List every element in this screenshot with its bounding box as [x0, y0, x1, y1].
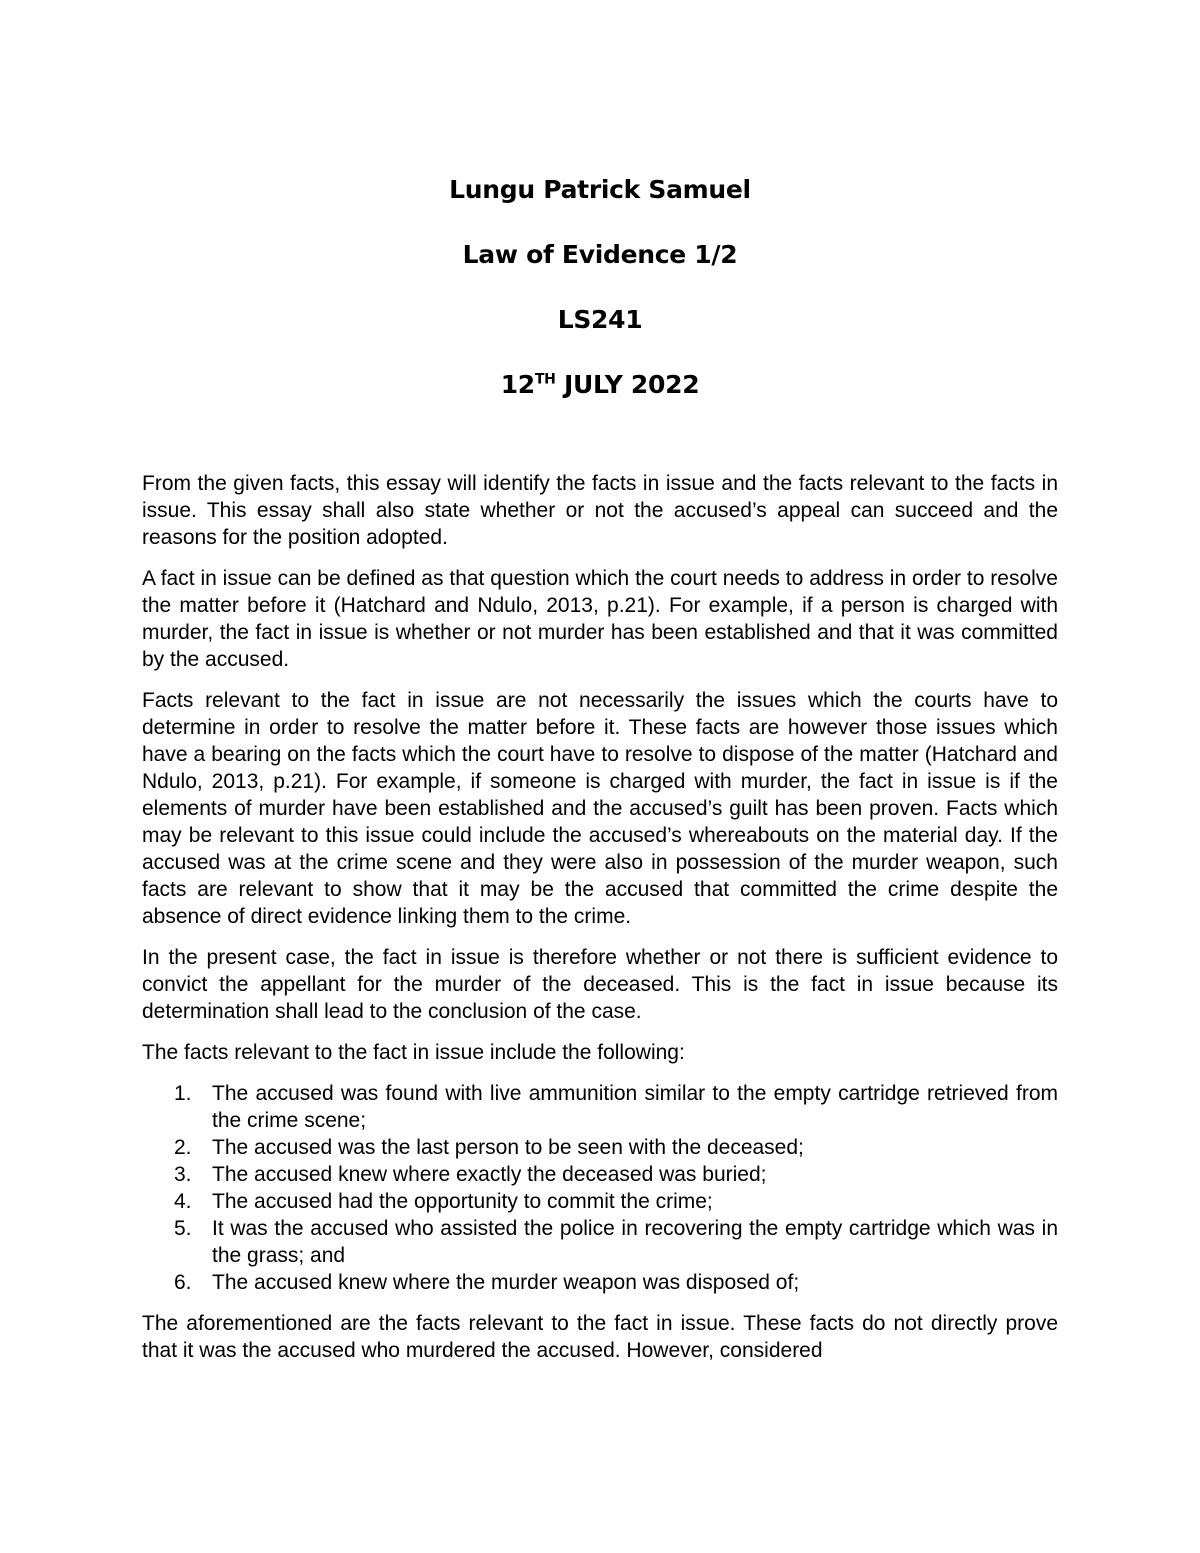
- list-number: 6.: [174, 1271, 192, 1294]
- course-code: LS241: [557, 305, 643, 334]
- list-number: 2.: [174, 1136, 192, 1159]
- date-suffix: TH: [534, 371, 556, 388]
- list-item: [142, 1161, 1058, 1188]
- course-title: Law of Evidence 1/2: [462, 240, 738, 269]
- list-text: The accused knew where exactly the deceased was buried;: [212, 1163, 767, 1186]
- date-day: 12: [500, 370, 535, 399]
- list-number: 5.: [174, 1217, 192, 1240]
- author-name: Lungu Patrick Samuel: [449, 175, 751, 204]
- list-item: [142, 1188, 1058, 1215]
- list-item: [142, 1134, 1058, 1161]
- list-item: [142, 1215, 1058, 1269]
- list-number: 3.: [174, 1163, 192, 1186]
- title-block: [0, 168, 1200, 428]
- list-text: It was the accused who assisted the police in recovering the empty cartridge which was in the grass; and: [212, 1217, 1058, 1267]
- list-text: The accused knew where the murder weapon was disposed of;: [212, 1271, 800, 1294]
- relevant-facts-list: [142, 1080, 1058, 1296]
- paragraph-intro: From the given facts, this essay will identify the facts in issue and the facts relevant to the facts in issue. This essay shall also state whether or not the accused’s appeal can succeed and the reasons for the position adopted.: [142, 472, 1058, 549]
- list-item: [142, 1269, 1058, 1296]
- paragraph-list-intro: The facts relevant to the fact in issue include the following:: [142, 1041, 685, 1064]
- list-text: The accused had the opportunity to commit the crime;: [212, 1190, 713, 1213]
- list-number: 1.: [174, 1082, 192, 1105]
- list-number: 4.: [174, 1190, 192, 1213]
- list-item: [142, 1080, 1058, 1134]
- essay-body: [142, 470, 1058, 1378]
- paragraph-fact-in-issue-definition: A fact in issue can be defined as that question which the court needs to address in order to resolve the matter before it (Hatchard and Ndulo, 2013, p.21). For example, if a person is charged with murder, the fact in issue is whether or not murder has been established and that it was committed by the accused.: [142, 567, 1058, 671]
- list-text: The accused was found with live ammunition similar to the empty cartridge retrieved from the crime scene;: [212, 1082, 1058, 1132]
- paragraph-closing: The aforementioned are the facts relevant to the fact in issue. These facts do not directly prove that it was the accused who murdered the accused. However, considered: [142, 1312, 1058, 1362]
- list-text: The accused was the last person to be seen with the deceased;: [212, 1136, 804, 1159]
- paragraph-present-case: In the present case, the fact in issue is therefore whether or not there is sufficient evidence to convict the appellant for the murder of the deceased. This is the fact in issue because its determination shall lead to the conclusion of the case.: [142, 946, 1058, 1023]
- date-month-year: JULY 2022: [555, 370, 700, 399]
- submission-date: [0, 363, 1200, 407]
- paragraph-relevant-facts-definition: Facts relevant to the fact in issue are not necessarily the issues which the courts have to determine in order to resolve the matter before it. These facts are however those issues which have a bearing on the facts which the court have to resolve to dispose of the matter (Hatchard and Ndulo, 2013, p.21). For example, if someone is charged with murder, the fact in issue is if the elements of murder have been established and the accused’s guilt has been proven. Facts which may be relevant to this issue could include the accused’s whereabouts on the material day. If the accused was at the crime scene and they were also in possession of the murder weapon, such facts are relevant to show that it may be the accused that committed the crime despite the absence of direct evidence linking them to the crime.: [142, 689, 1058, 928]
